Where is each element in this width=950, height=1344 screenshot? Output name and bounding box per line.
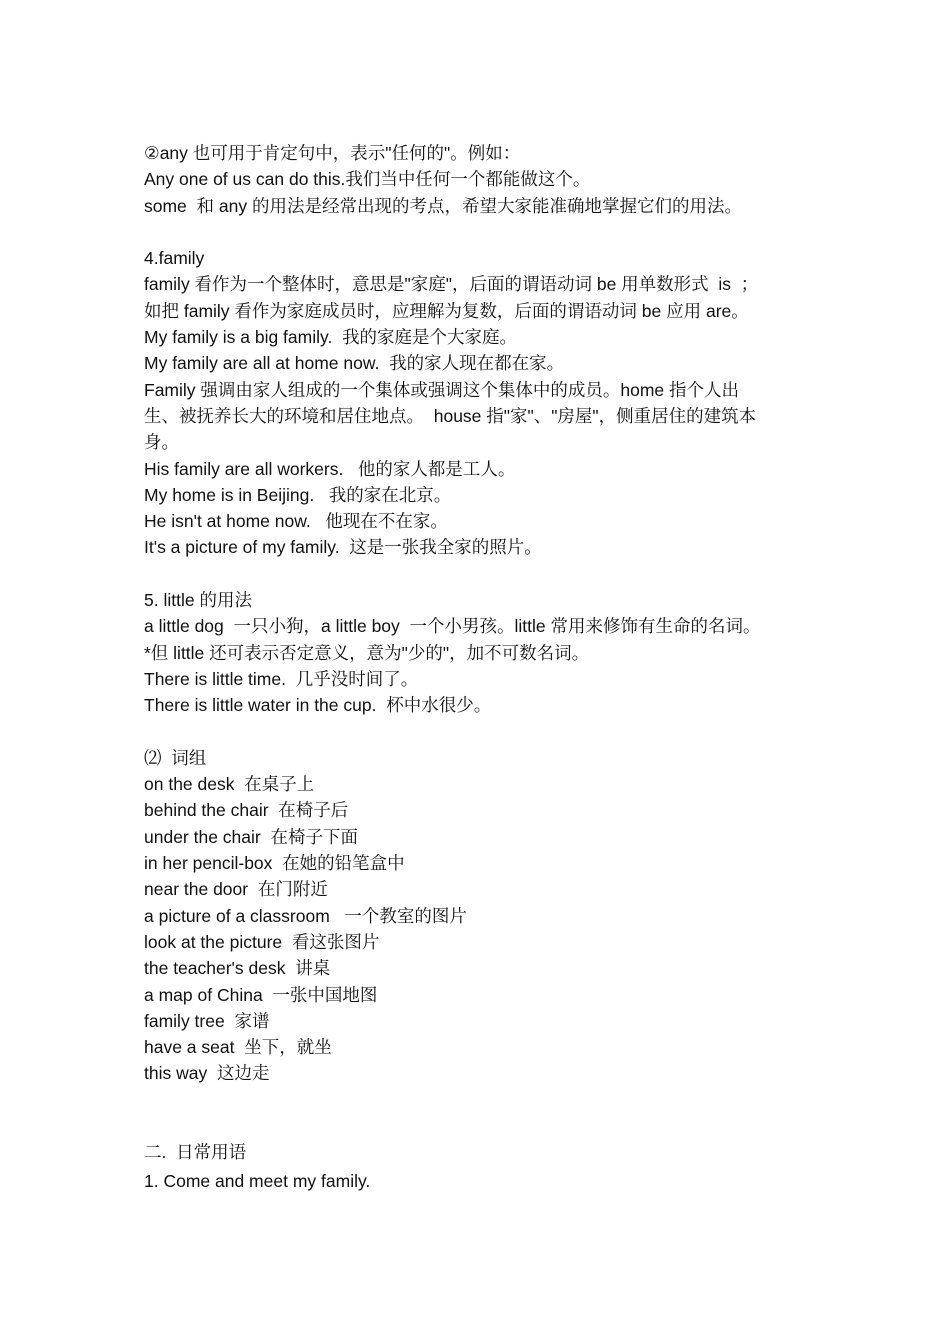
text-line: It's a picture of my family. 这是一张我全家的照片。 bbox=[144, 537, 542, 558]
phrase-item: this way 这边走 bbox=[144, 1063, 270, 1084]
text-line: family 看作为一个整体时，意思是"家庭"，后面的谓语动词 be 用单数形式 is ； bbox=[144, 274, 759, 295]
section-heading-phrases: ⑵ 词组 bbox=[144, 747, 207, 768]
text-line: 如把 family 看作为家庭成员时，应理解为复数，后面的谓语动词 be 应用 are。 bbox=[144, 300, 749, 321]
text-line: a little dog 一只小狗，a little boy 一个小男孩。little 常用来修饰有生命的名词。 bbox=[144, 616, 761, 637]
family-section bbox=[144, 245, 824, 561]
phrase-item: near the door 在门附近 bbox=[144, 879, 328, 900]
text-line: There is little water in the cup. 杯中水很少。 bbox=[144, 695, 492, 716]
blank-line bbox=[144, 1087, 824, 1140]
blank-line bbox=[144, 719, 824, 745]
blank-line bbox=[144, 219, 824, 245]
phrase-item: a map of China 一张中国地图 bbox=[144, 984, 378, 1005]
section-heading-family: 4.family bbox=[144, 248, 205, 269]
phrase-item: the teacher's desk 讲桌 bbox=[144, 958, 331, 979]
text-line: Family 强调由家人组成的一个集体或强调这个集体中的成员。home 指个人出 bbox=[144, 379, 740, 400]
phrase-item: family tree 家谱 bbox=[144, 1010, 270, 1031]
text-line: My family is a big family. 我的家庭是个大家庭。 bbox=[144, 327, 518, 348]
phrase-item: behind the chair 在椅子后 bbox=[144, 800, 349, 821]
text-line: There is little time. 几乎没时间了。 bbox=[144, 668, 419, 689]
little-section bbox=[144, 587, 824, 718]
phrase-item: a picture of a classroom 一个教室的图片 bbox=[144, 905, 467, 926]
phrase-item: in her pencil-box 在她的铅笔盒中 bbox=[144, 853, 405, 874]
phrase-item: have a seat 坐下，就坐 bbox=[144, 1037, 332, 1058]
phrase-item: under the chair 在椅子下面 bbox=[144, 826, 358, 847]
text-line: His family are all workers. 他的家人都是工人。 bbox=[144, 458, 516, 479]
section-heading-daily-expressions: 二. 日常用语 bbox=[144, 1142, 247, 1163]
phrase-item: look at the picture 看这张图片 bbox=[144, 931, 380, 952]
text-line: ②any 也可用于肯定句中，表示"任何的"。例如： bbox=[144, 143, 521, 163]
text-line: He isn't at home now. 他现在不在家。 bbox=[144, 511, 448, 532]
text-line: My home is in Beijing. 我的家在北京。 bbox=[144, 484, 452, 505]
blank-line bbox=[144, 561, 824, 587]
some-any-section bbox=[144, 140, 824, 219]
document-page bbox=[144, 140, 824, 1194]
text-line: 1. Come and meet my family. bbox=[144, 1170, 371, 1191]
section-heading-little: 5. little 的用法 bbox=[144, 590, 252, 611]
text-line: some 和 any 的用法是经常出现的考点，希望大家能准确地掌握它们的用法。 bbox=[144, 195, 742, 216]
phrases-section bbox=[144, 745, 824, 1087]
text-line: Any one of us can do this.我们当中任何一个都能做这个。 bbox=[144, 169, 591, 190]
text-line: My family are all at home now. 我的家人现在都在家。 bbox=[144, 353, 565, 374]
daily-expressions-section bbox=[144, 1139, 824, 1194]
text-line: *但 little 还可表示否定意义，意为"少的"，加不可数名词。 bbox=[144, 642, 590, 663]
text-line: 身。 bbox=[144, 432, 179, 453]
phrase-item: on the desk 在桌子上 bbox=[144, 774, 315, 795]
text-line: 生、被抚养长大的环境和居住地点。 house 指"家"、"房屋"，侧重居住的建筑本 bbox=[144, 405, 757, 426]
